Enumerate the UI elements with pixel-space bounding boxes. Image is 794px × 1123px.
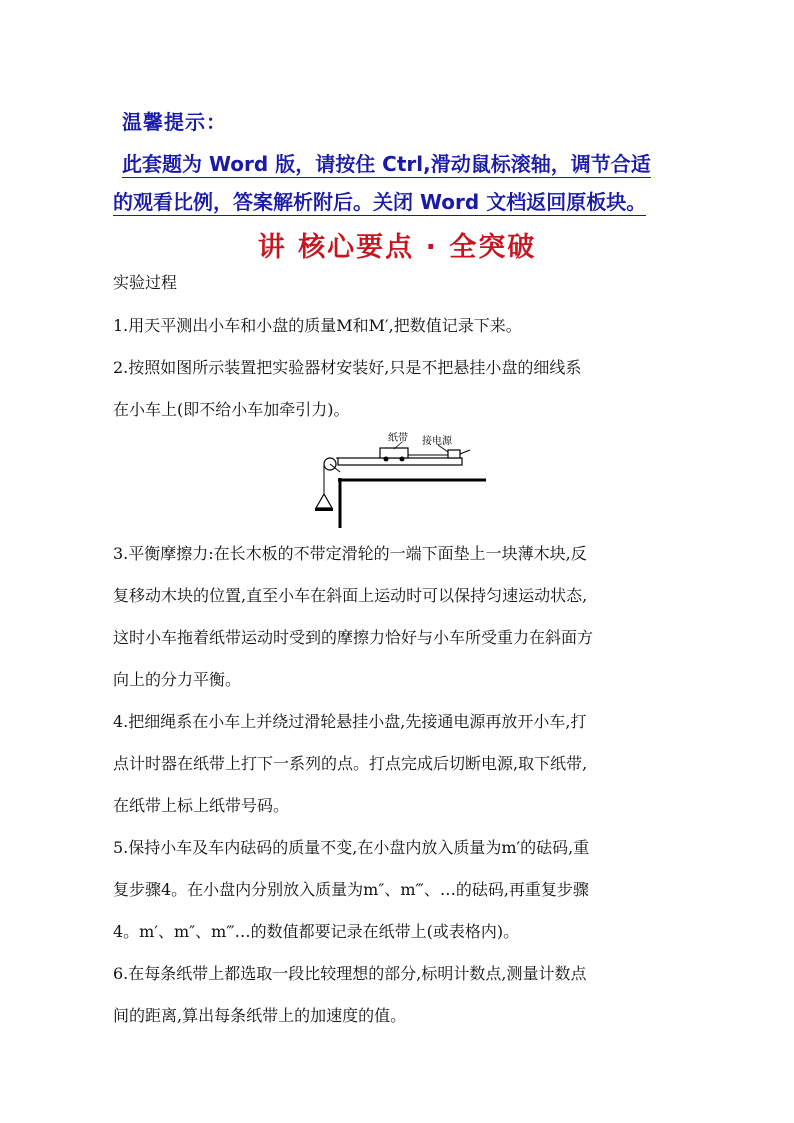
step-5-line-3: 4。m′、m″、m‴…的数值都要记录在纸带上(或表格内)。 <box>113 922 520 941</box>
section-title: 讲 核心要点 · 全突破 <box>257 232 537 263</box>
pan-base <box>315 508 333 511</box>
label-power-supply: 接电源 <box>422 436 452 447</box>
timer-cable <box>460 450 470 454</box>
step-3-line-1: 3.平衡摩擦力:在长木板的不带定滑轮的一端下面垫上一块薄木块,反 <box>113 544 587 563</box>
step-6-line-1: 6.在每条纸带上都选取一段比较理想的部分,标明计数点,测量计数点 <box>113 964 587 983</box>
experiment-heading: 实验过程 <box>113 273 178 292</box>
notice-line-2 <box>113 186 646 215</box>
apparatus-diagram <box>310 428 490 530</box>
notice-line-2-text: 的观看比例，答案解析附后。关闭 Word 文档返回原板块。 <box>113 190 647 214</box>
step-3-line-4: 向上的分力平衡。 <box>113 670 242 689</box>
notice-title: 温馨提示： <box>122 110 227 134</box>
step-2-line-1: 2.按照如图所示装置把实验器材安装好,只是不把悬挂小盘的细线系 <box>113 358 582 377</box>
cart <box>380 448 408 458</box>
step-2-line-2: 在小车上(即不给小车加牵引力)。 <box>113 400 350 419</box>
step-4-line-2: 点计时器在纸带上打下一系列的点。打点完成后切断电源,取下纸带, <box>113 754 588 773</box>
dot-timer <box>448 450 460 458</box>
step-5-line-2: 复步骤4。在小盘内分别放入质量为m″、m‴、…的砝码,再重复步骤 <box>113 880 589 899</box>
step-4-line-3: 在纸带上标上纸带号码。 <box>113 796 290 815</box>
cart-wheel-back <box>400 457 405 462</box>
cart-wheel-front <box>384 457 389 462</box>
step-6-line-2: 间的距离,算出每条纸带上的加速度的值。 <box>113 1006 407 1025</box>
step-3-line-2: 复移动木块的位置,直至小车在斜面上运动时可以保持匀速运动状态, <box>113 586 588 605</box>
weight-pan <box>316 494 332 508</box>
step-1-line-1: 1.用天平测出小车和小盘的质量M和M′,把数值记录下来。 <box>113 316 522 335</box>
label-paper-tape: 纸带 <box>388 433 408 444</box>
step-3-line-3: 这时小车拖着纸带运动时受到的摩擦力恰好与小车所受重力在斜面方 <box>113 628 594 647</box>
notice-line-1 <box>122 148 651 177</box>
step-4-line-1: 4.把细绳系在小车上并绕过滑轮悬挂小盘,先接通电源再放开小车,打 <box>113 712 587 731</box>
notice-line-1-text: 此套题为 Word 版，请按住 Ctrl,滑动鼠标滚轴，调节合适 <box>122 152 651 176</box>
step-5-line-1: 5.保持小车及车内砝码的质量不变,在小盘内放入质量为m′的砝码,重 <box>113 838 590 857</box>
